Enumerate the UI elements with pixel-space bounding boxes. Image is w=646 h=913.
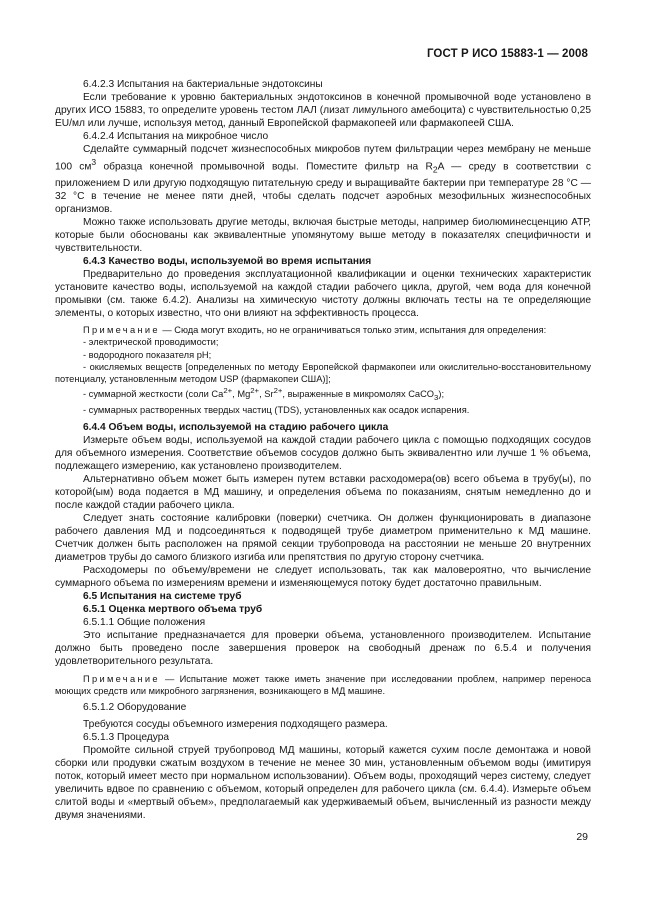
clause-6-5-1-3-text: Промойте сильной струей трубопровод МД машины, который кажется сухим после демонтажа и новой сборки или продувки сжатым воздухом в течение не менее 30 мин, установленным объемом воды (имитируя поток, который имеет место при нормальном использовании). Объем воды, проходящий через систему, следует увеличить вдвое по сравнению с объемом, который определен для рабочего цикла (см. 6.4.4). Измерьте объем слитой воды и «мертвый объем», предполагаемый как удерживаемый объем, вычисленный из разности между двумя значениями. [55,745,591,822]
list-item [55,385,591,404]
subscript: 3 [434,393,439,403]
clause-6-4-2-4-alt-methods: Можно также использовать другие методы, включая быстрые методы, например биолюминесценцию АТР, которые были обоснованы как эквивалентные упомянутому выше методу в показателях специфичности и чувствительности. [55,216,591,254]
superscript: 2+ [223,386,233,396]
page-number: 29 [576,831,588,843]
clause-6-5-1-title: 6.5.1 Оценка мертвого объема труб [83,604,263,616]
text-run: , Mg [232,389,251,400]
clause-6-4-4-title: 6.4.4 Объем воды, используемой на стадию рабочего цикла [83,421,389,433]
clause-6-4-2-4-text [55,143,591,216]
clause-6-4-4-text-1: Измерьте объем воды, используемой на каждой стадии рабочего цикла с помощью подходящих сосудов для объемного измерения. Соответствие объемов сосудов должно быть эквивалентно или лучше 1 % объема, подлежащего измерению, как установлено производителем. [55,434,591,472]
clause-6-5-title: 6.5 Испытания на системе труб [83,591,242,603]
standard-header: ГОСТ Р ИСО 15883-1 — 2008 [426,48,588,60]
text-run: , выраженные в микромолях CaCO [282,389,435,400]
clause-6-4-3-title: 6.4.3 Качество воды, используемой во время испытания [83,256,372,268]
text-run: ); [438,389,445,400]
subscript: 2 [432,164,438,175]
note-6-4-3 [55,324,591,336]
text-run: Сделайте суммарный подсчет жизнеспособных микробов путем фильтрации через мембрану не меньше 100 см [55,144,591,173]
note-label: Примечание [83,325,160,336]
text-run: образца конечной промывочной воды. Поместите фильтр на R [96,161,433,173]
clause-6-4-4-text-3: Следует знать состояние калибровки (поверки) счетчика. Он должен функционировать в диапазоне рабочего давления МД и подсоединяться к подводящей трубе диаметром применительно к МД машине. Счетчик должен быть расположен на прямой секции трубопровода на расстоянии не меньше 20 внутренних диаметров трубы до самого близкого изгиба или препятствия по другую сторону счетчика. [55,512,591,564]
clause-6-4-2-4-title: 6.4.2.4 Испытания на микробное число [83,131,269,143]
clause-6-5-1-1-text: Это испытание предназначается для проверки объема, установленного производителем. Испытание должно быть проведено после завершения проверок на свободный дренаж по 6.5.4 и получения удовлетворительного результата. [55,630,591,668]
superscript: 2+ [250,386,260,396]
list-item: - суммарных растворенных твердых частиц (TDS), установленных как осадок испарения. [83,405,470,416]
text-run: , Sr [259,389,274,400]
note-6-5-1-1 [55,673,591,697]
clause-6-4-4-text-4: Расходомеры по объему/времени не следует использовать, так как маловероятно, что вычисление суммарного объема по измерениям времени и изменяющемуся потоку будет достаточно правильным. [55,565,591,590]
clause-6-5-1-1-title: 6.5.1.1 Общие положения [83,617,206,629]
note-text: — Сюда могут входить, но не ограничиваться только этим, испытания для определения: [159,325,547,336]
text-run: A — среду в соответствии с приложением D или другую подходящую питательную среду и выращивайте бактерии при температуре 28 °C — 32 °C в течение не менее пяти дней, чтобы сделать подсчет аэробных мезофильных жизнеспособных организмов. [55,161,591,215]
note-text: — Испытание может также иметь значение при исследовании проблем, например переноса моющих средств или микробного загрязнения, возникающего в МД машине. [55,673,591,696]
clause-6-5-1-3-title: 6.5.1.3 Процедура [83,732,170,744]
clause-6-5-1-2-text: Требуются сосуды объемного измерения подходящего размера. [83,718,388,730]
superscript: 3 [91,157,97,168]
list-item: - электрической проводимости; [83,337,219,348]
clause-6-5-1-2-title: 6.5.1.2 Оборудование [83,701,187,713]
page-body [55,78,591,822]
list-item: - водородного показателя pH; [83,349,212,360]
clause-6-4-2-3-text: Если требование к уровню бактериальных эндотоксинов в конечной промывочной воде установлено в других ИСО 15883, то определите уровень тестом ЛАЛ (лизат лимульного амебоцита) с чувствительностью 0,25 EU/мл или лучше, используя метод, данный Европейской фармакопеей или фармакопеей США. [55,92,591,130]
text-run: - суммарной жесткости (соли Ca [83,389,224,400]
note-label: Примечание [83,673,160,684]
clause-6-4-4-text-2: Альтернативно объем может быть измерен путем вставки расходомера(ов) всего объема в трубу(ы), по которой(ым) вода подается в МД машину, и определения объема по показаниям, снятым немедленно до и после каждой стадии рабочего цикла. [55,473,591,511]
clause-6-4-2-3-title: 6.4.2.3 Испытания на бактериальные эндотоксины [83,79,323,90]
list-item: - окисляемых веществ [определенных по методу Европейской фармакопеи или окислительно-восстановительному потенциалу, установленным методом USP (фармакопеи США)]; [55,361,591,385]
clause-6-4-3-text: Предварительно до проведения эксплуатационной квалификации и оценки технических характеристик установите качество воды, используемой на каждой стадии рабочего цикла, другой, чем вода для конечной промывки (см. также 6.4.2). Анализы на химическую чистоту должны включать тесты на те определяющие элементы, о которых известно, что они влияют на эффективность процесса. [55,269,591,320]
superscript: 2+ [273,386,283,396]
